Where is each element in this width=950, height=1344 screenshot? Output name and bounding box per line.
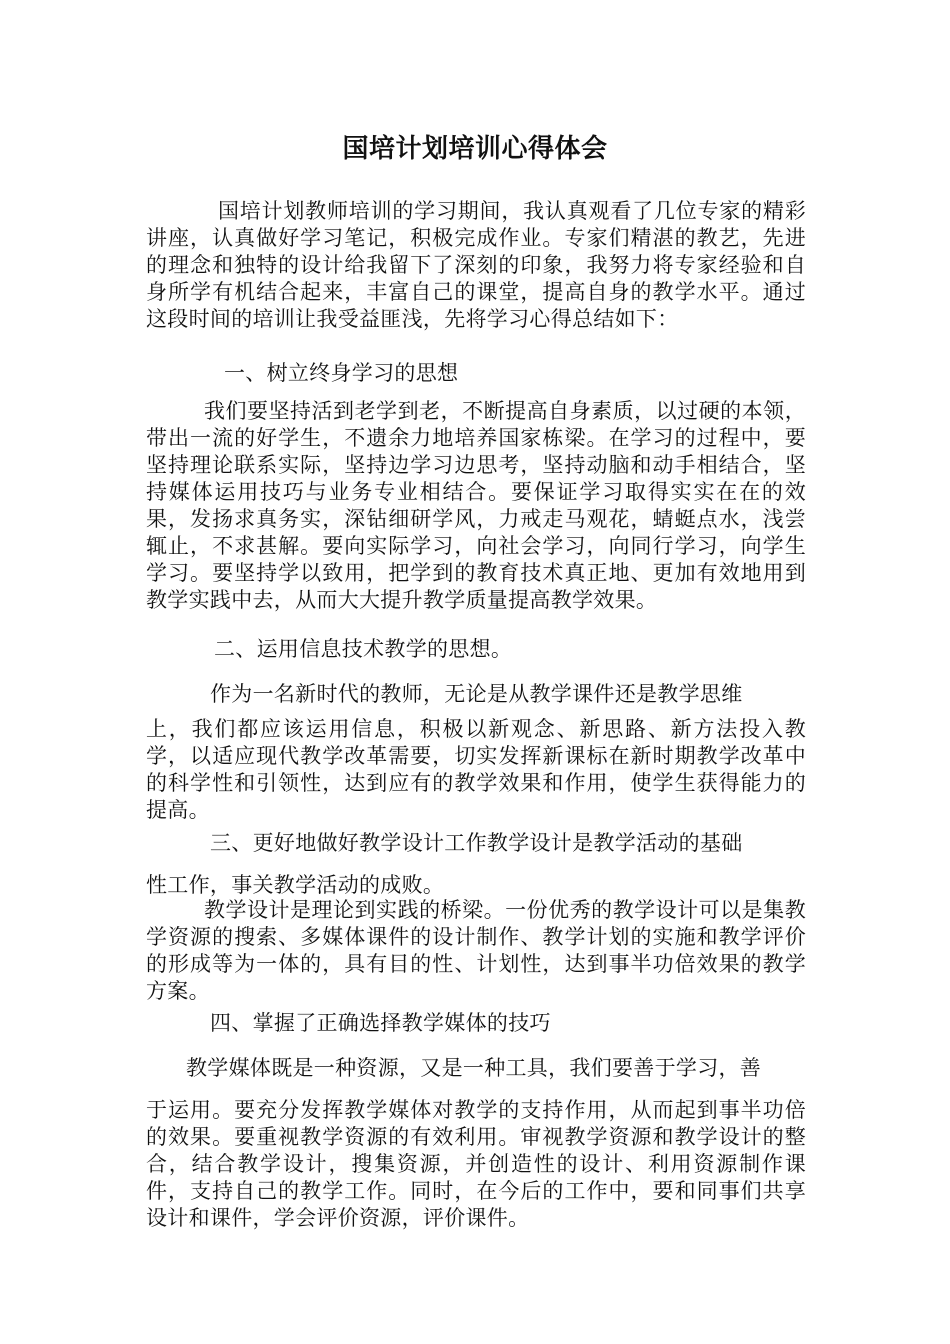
section-1-paragraph: 我们要坚持活到老学到老，不断提高自身素质，以过硬的本领，带出一流的好学生，不遗余力地培养国家栋梁。在学习的过程中，要坚持理论联系实际，坚持边学习边思考，坚持动脑和动手相结合，坚持媒体运用技巧与业务专业相结合。要保证学习取得实实在在的效果，发扬求真务实，深钻细研学风，力戒走马观花，蜻蜓点水，浅尝辄止，不求甚解。要向实际学习，向社会学习，向同行学习，向学生学习。要坚持学以致用，把学到的教育技术真正地、更加有效地用到教学实践中去，从而大大提升教学质量提高教学效果。 [146,399,806,612]
page-title: 国培计划培训心得体会 [342,134,608,164]
intro-paragraph: 国培计划教师培训的学习期间，我认真观看了几位专家的精彩讲座，认真做好学习笔记，积极完成作业。专家们精湛的教艺，先进的理念和独特的设计给我留下了深刻的印象，我努力将专家经验和自身所学有机结合起来，丰富自己的课堂，提高自身的教学水平。通过这段时间的培训让我受益匪浅，先将学习心得总结如下： [146,199,806,331]
section-2-paragraph-rest: 上，我们都应该运用信息，积极以新观念、新思路、新方法投入教学，以适应现代教学改革需要，切实发挥新课标在新时期教学改革中的科学性和引领性，达到应有的教学效果和作用，使学生获得能力的提高。 [146,717,806,822]
section-4-heading: 四、掌握了正确选择教学媒体的技巧 [210,1011,551,1035]
section-4-paragraph-rest: 于运用。要充分发挥教学媒体对教学的支持作用，从而起到事半功倍的效果。要重视教学资源的有效利用。审视教学资源和教学设计的整合，结合教学设计，搜集资源，并创造性的设计、利用资源制作课件，支持自己的教学工作。同时，在今后的工作中，要和同事们共享设计和课件，学会评价资源，评价课件。 [146,1098,806,1230]
section-4-paragraph-first-line: 教学媒体既是一种资源，又是一种工具，我们要善于学习，善 [186,1056,762,1080]
section-3-heading-rest: 性工作，事关教学活动的成败。 [146,873,445,897]
section-3-paragraph: 教学设计是理论到实践的桥梁。一份优秀的教学设计可以是集教学资源的搜索、多媒体课件的设计制作、教学计划的实施和教学评价的形成等为一体的，具有目的性、计划性，达到事半功倍效果的教学方案。 [146,898,806,1003]
section-2-heading: 二、运用信息技术教学的思想。 [214,637,513,661]
section-1-heading: 一、树立终身学习的思想 [224,361,459,385]
section-3-heading-first-line: 三、更好地做好教学设计工作教学设计是教学活动的基础 [210,831,743,855]
section-2-paragraph-first-line: 作为一名新时代的教师，无论是从教学课件还是教学思维 [210,682,743,706]
